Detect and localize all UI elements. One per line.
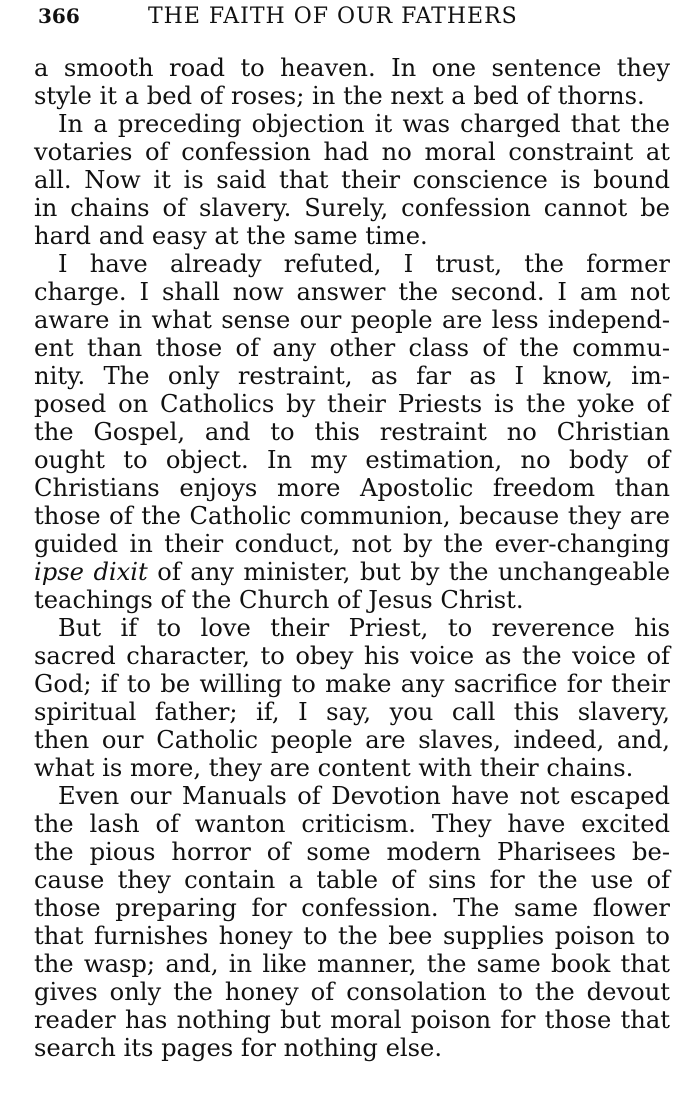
text-line: ought to object. In my estimation, no body of xyxy=(34,446,670,474)
text-line: that furnishes honey to the bee supplies poison to xyxy=(34,922,670,950)
text-line: the lash of wanton criticism. They have excited xyxy=(34,810,670,838)
paragraph-first-line: Even our Manuals of Devotion have not escaped xyxy=(58,782,670,810)
text-line: cause they contain a table of sins for the use of xyxy=(34,866,670,894)
text-line: charge. I shall now answer the second. I am not xyxy=(34,278,670,306)
text-line: the Gospel, and to this restraint no Christian xyxy=(34,418,670,446)
text-line: spiritual father; if, I say, you call this slavery, xyxy=(34,698,670,726)
text-line: ent than those of any other class of the commu- xyxy=(34,334,670,362)
text-line: search its pages for nothing else. xyxy=(34,1034,443,1062)
text-line: what is more, they are content with their chains. xyxy=(34,754,634,782)
text-line: those preparing for confession. The same flower xyxy=(34,894,670,922)
text-line: a smooth road to heaven. In one sentence they xyxy=(34,54,670,82)
text-line: style it a bed of roses; in the next a bed of thorns. xyxy=(34,82,645,110)
text-line: hard and easy at the same time. xyxy=(34,222,428,250)
text-line: Christians enjoys more Apostolic freedom than xyxy=(34,474,670,502)
paragraph-first-line: I have already refuted, I trust, the former xyxy=(58,250,670,278)
text-line xyxy=(34,558,670,586)
text-line-rest: of any minister, but by the unchangeable xyxy=(147,558,671,586)
text-line: those of the Catholic communion, because they are xyxy=(34,502,670,530)
text-line: guided in their conduct, not by the ever-changing xyxy=(34,530,670,558)
page-header xyxy=(38,4,668,34)
text-line: all. Now it is said that their conscience is bound xyxy=(34,166,670,194)
running-head: THE FAITH OF OUR FATHERS xyxy=(148,4,518,29)
text-line: God; if to be willing to make any sacrifice for their xyxy=(34,670,670,698)
text-line: then our Catholic people are slaves, indeed, and, xyxy=(34,726,670,754)
text-line: teachings of the Church of Jesus Christ. xyxy=(34,586,524,614)
text-line: reader has nothing but moral poison for those that xyxy=(34,1006,670,1034)
paragraph-first-line: In a preceding objection it was charged that the xyxy=(58,110,670,138)
text-line: gives only the honey of consolation to the devout xyxy=(34,978,670,1006)
page-number: 366 xyxy=(38,4,80,28)
text-line: nity. The only restraint, as far as I know, im- xyxy=(34,362,670,390)
text-line: in chains of slavery. Surely, confession cannot be xyxy=(34,194,670,222)
text-line: aware in what sense our people are less independ- xyxy=(34,306,670,334)
text-line: votaries of confession had no moral constraint at xyxy=(34,138,670,166)
text-line: the pious horror of some modern Pharisees be- xyxy=(34,838,670,866)
body-text xyxy=(34,54,670,1062)
text-line: sacred character, to obey his voice as the voice of xyxy=(34,642,670,670)
text-line: the wasp; and, in like manner, the same book that xyxy=(34,950,670,978)
latin-phrase: ipse dixit xyxy=(34,558,148,586)
text-line: posed on Catholics by their Priests is the yoke of xyxy=(34,390,670,418)
paragraph-first-line: But if to love their Priest, to reverence his xyxy=(58,614,670,642)
